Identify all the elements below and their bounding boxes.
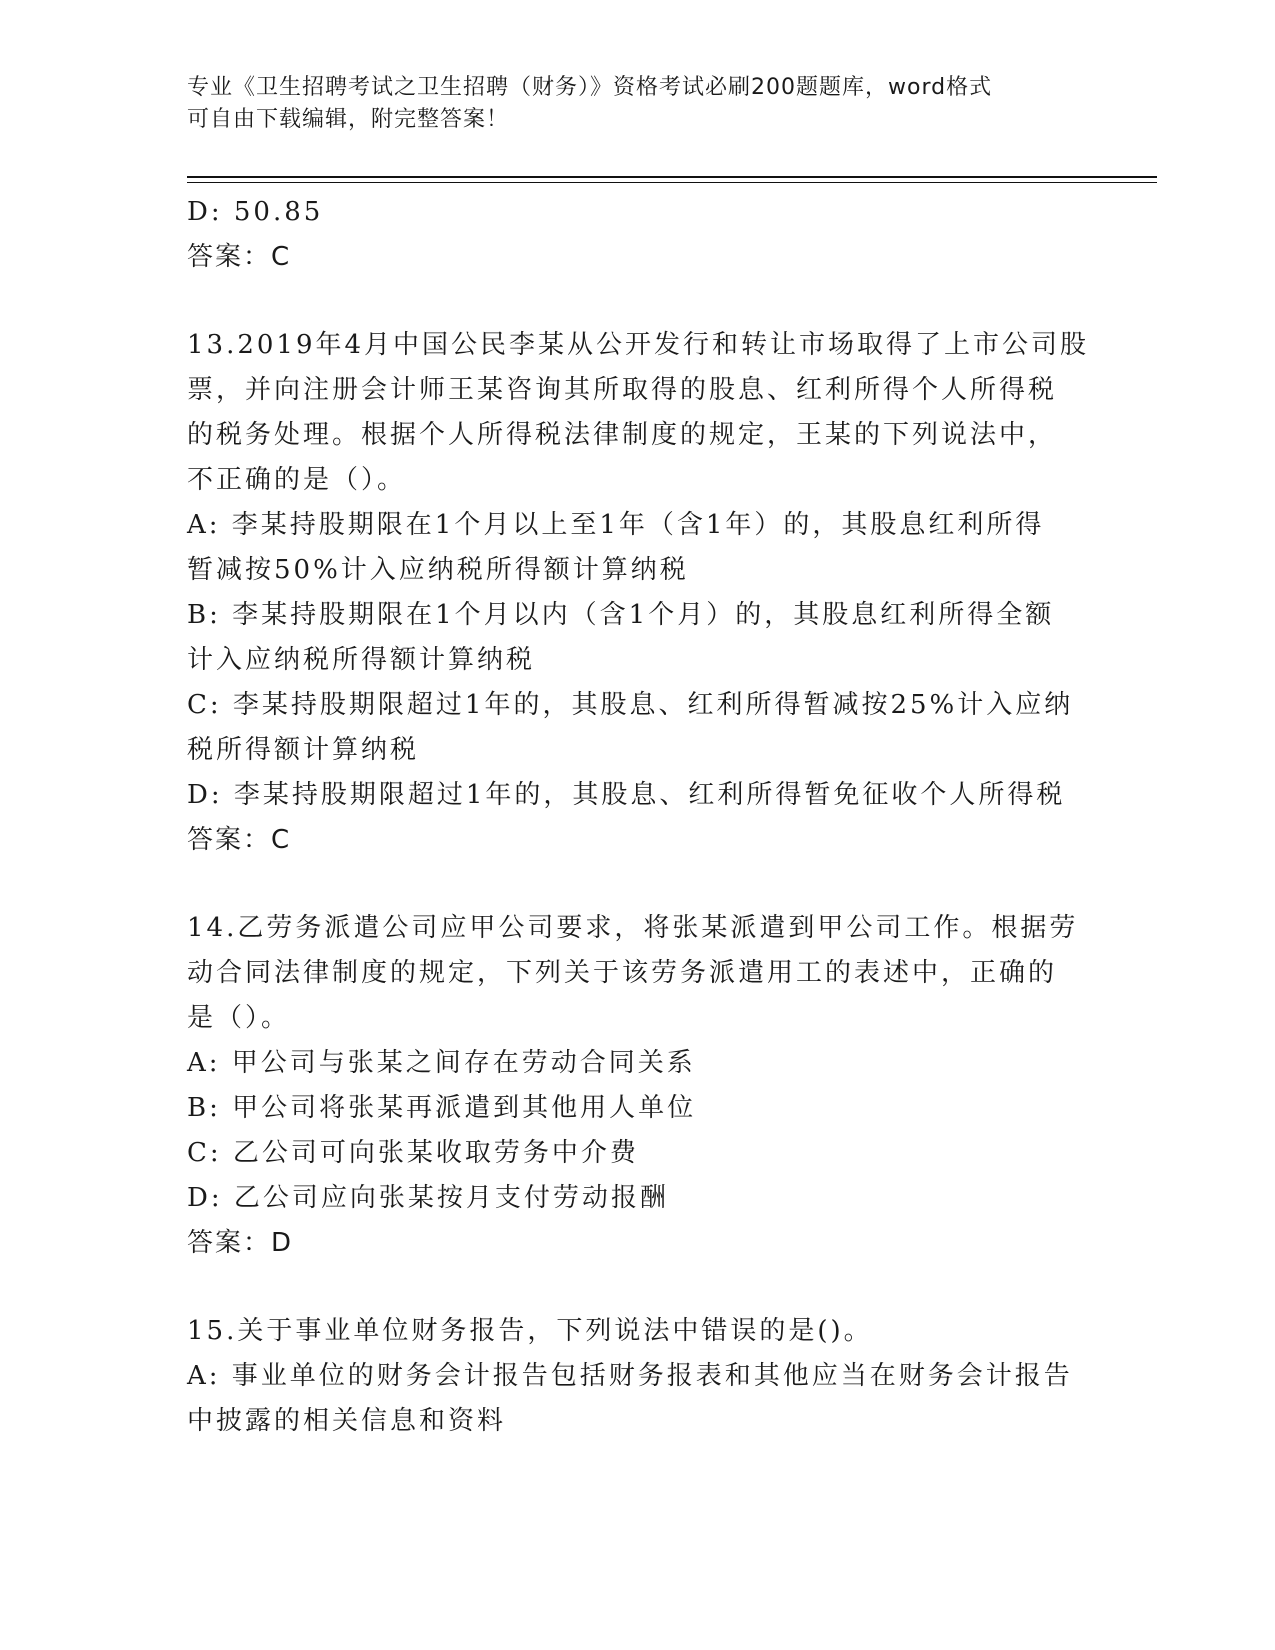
q14-stem-line: 是（）。: [187, 1003, 291, 1033]
q13-answer: 答案：C: [187, 825, 292, 855]
q13-stem-line: 13.2019年4月中国公民李某从公开发行和转让市场取得了上市公司股: [187, 330, 1090, 360]
header-line-1: 专业《卫生招聘考试之卫生招聘（财务）》资格考试必刷200题题库，word格式: [187, 75, 993, 100]
q14-option-c: C: 乙公司可向张某收取劳务中介费: [187, 1138, 639, 1168]
q15-option-a-cont: 中披露的相关信息和资料: [187, 1406, 507, 1436]
q13-option-d: D: 李某持股期限超过1年的，其股息、红利所得暂免征收个人所得税: [187, 780, 1066, 810]
q14-option-b: B: 甲公司将张某再派遣到其他用人单位: [187, 1093, 697, 1123]
header-line-2: 可自由下载编辑，附完整答案！: [187, 107, 510, 132]
q15-option-a: A: 事业单位的财务会计报告包括财务报表和其他应当在财务会计报告: [187, 1361, 1073, 1391]
q13-option-b: B: 李某持股期限在1个月以内（含1个月）的，其股息红利所得全额: [187, 600, 1055, 630]
question-14: [187, 906, 1087, 1266]
header-rule-thin: [187, 182, 1157, 183]
q14-answer: 答案：D: [187, 1228, 294, 1258]
prev-answer: 答案：C: [187, 242, 292, 272]
q14-stem-line: 动合同法律制度的规定，下列关于该劳务派遣用工的表述中，正确的: [187, 958, 1058, 988]
q14-stem-line: 14.乙劳务派遣公司应甲公司要求，将张某派遣到甲公司工作。根据劳: [187, 913, 1079, 943]
header-rule-thick: [187, 176, 1157, 178]
prev-option-d: D: 50.85: [187, 197, 324, 227]
question-13: [187, 323, 1090, 863]
question-15: [187, 1309, 1087, 1444]
q13-stem-line: 不正确的是（）。: [187, 465, 407, 495]
q13-option-b-cont: 计入应纳税所得额计算纳税: [187, 645, 536, 675]
q14-option-d: D: 乙公司应向张某按月支付劳动报酬: [187, 1183, 669, 1213]
question-content: [187, 190, 1090, 1444]
q15-stem-line: 15.关于事业单位财务报告，下列说法中错误的是()。: [187, 1316, 873, 1346]
document-header: [187, 72, 1087, 136]
q14-option-a: A: 甲公司与张某之间存在劳动合同关系: [187, 1048, 696, 1078]
q13-stem-line: 票，并向注册会计师王某咨询其所取得的股息、红利所得个人所得税: [187, 375, 1058, 405]
q13-option-a: A: 李某持股期限在1个月以上至1年（含1年）的，其股息红利所得: [187, 510, 1045, 540]
q13-stem-line: 的税务处理。根据个人所得税法律制度的规定，王某的下列说法中，: [187, 420, 1058, 450]
q13-option-a-cont: 暂减按50%计入应纳税所得额计算纳税: [187, 555, 689, 585]
q13-option-c: C: 李某持股期限超过1年的，其股息、红利所得暂减按25%计入应纳: [187, 690, 1074, 720]
q13-option-c-cont: 税所得额计算纳税: [187, 735, 420, 765]
